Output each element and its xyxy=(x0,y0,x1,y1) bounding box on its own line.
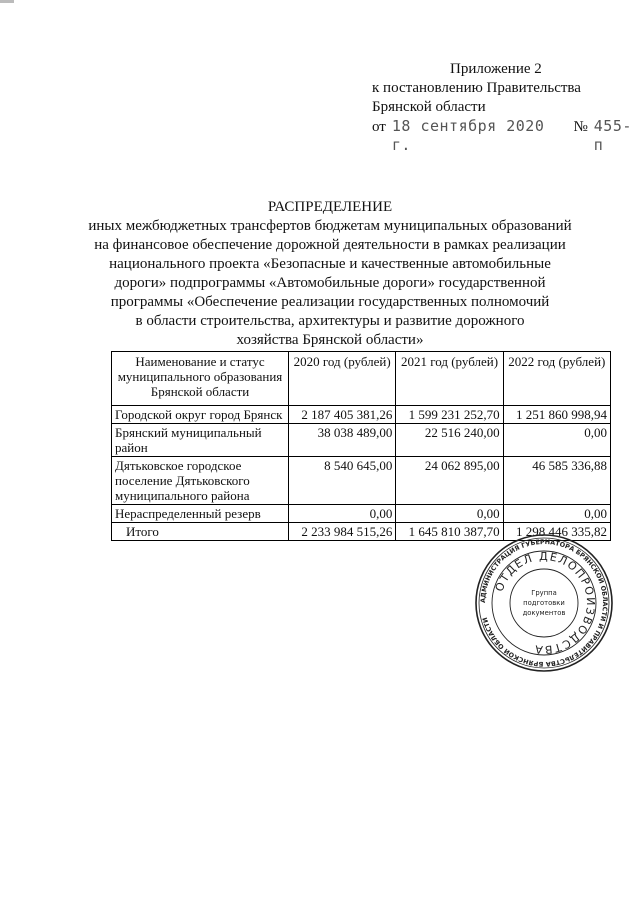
title-heading: РАСПРЕДЕЛЕНИЕ xyxy=(267,199,393,215)
header-2021: 2021 год (рублей) xyxy=(396,352,503,406)
seal-center-line: Группа xyxy=(531,589,557,597)
total-2020: 2 233 984 515,26 xyxy=(289,523,396,541)
table-row xyxy=(112,505,611,523)
row-name: Нераспределенный резерв xyxy=(112,505,289,523)
table-row xyxy=(112,406,611,424)
total-label: Итого xyxy=(112,523,289,541)
appendix-decree: к постановлению Правительства xyxy=(372,80,581,96)
header-2022: 2022 год (рублей) xyxy=(503,352,610,406)
appendix-header xyxy=(372,60,640,155)
title-line: иных межбюджетных трансфертов бюджетам муниципальных образований xyxy=(88,218,572,234)
header-name: Наименование и статус муниципального образования Брянской области xyxy=(112,352,289,406)
decree-date: 18 сентября 2020 г. xyxy=(391,117,545,154)
header-2020: 2020 год (рублей) xyxy=(289,352,396,406)
row-2022: 46 585 336,88 xyxy=(503,457,610,505)
row-2021: 22 516 240,00 xyxy=(396,424,503,457)
decree-number: 455-п xyxy=(593,117,632,154)
row-2021: 0,00 xyxy=(396,505,503,523)
total-2021: 1 645 810 387,70 xyxy=(396,523,503,541)
seal-center-line: подготовки xyxy=(523,599,565,607)
appendix-region: Брянской области xyxy=(372,99,486,115)
row-2021: 1 599 231 252,70 xyxy=(396,406,503,424)
row-2021: 24 062 895,00 xyxy=(396,457,503,505)
row-name: Брянский муниципальный район xyxy=(112,424,289,457)
title-line: национального проекта «Безопасные и качественные автомобильные xyxy=(109,256,551,272)
title-line: на финансовое обеспечение дорожной деятельности в рамках реализации xyxy=(94,237,566,253)
row-name: Дятьковское городское поселение Дятьковского муниципального района xyxy=(112,457,289,505)
appendix-number: Приложение 2 xyxy=(450,61,542,77)
title-line: программы «Обеспечение реализации государственных полномочий xyxy=(110,294,550,310)
date-prefix: от xyxy=(372,119,386,135)
seal-middle-text: ОТДЕЛ ДЕЛОПРОИЗВОДСТВА xyxy=(492,549,598,657)
row-2020: 8 540 645,00 xyxy=(289,457,396,505)
title-line: хозяйства Брянской области» xyxy=(236,332,424,348)
seal-outer-text: АДМИНИСТРАЦИЯ ГУБЕРНАТОРА БРЯНСКОЙ ОБЛАСТИ И ПРАВИТЕЛЬСТВА БРЯНСКОЙ ОБЛАСТИ xyxy=(478,537,610,669)
distribution-table xyxy=(111,351,611,541)
row-2020: 0,00 xyxy=(289,505,396,523)
title-line: в области строительства, архитектуры и развитие дорожного xyxy=(135,313,525,329)
title-line: дороги» подпрограммы «Автомобильные дороги» государственной xyxy=(114,275,546,291)
corner-mark xyxy=(0,0,14,3)
row-name: Городской округ город Брянск xyxy=(112,406,289,424)
row-2022: 0,00 xyxy=(503,424,610,457)
total-2022: 1 298 446 335,82 xyxy=(503,523,610,541)
table-header-row xyxy=(112,352,611,406)
document-title xyxy=(60,198,600,350)
table-row xyxy=(112,424,611,457)
row-2022: 1 251 860 998,94 xyxy=(503,406,610,424)
table-row xyxy=(112,457,611,505)
row-2020: 2 187 405 381,26 xyxy=(289,406,396,424)
appendix-date-line xyxy=(372,117,640,155)
official-seal-stamp xyxy=(474,533,614,673)
row-2022: 0,00 xyxy=(503,505,610,523)
number-label: № xyxy=(573,119,588,135)
seal-center-line: документов xyxy=(522,609,566,617)
row-2020: 38 038 489,00 xyxy=(289,424,396,457)
